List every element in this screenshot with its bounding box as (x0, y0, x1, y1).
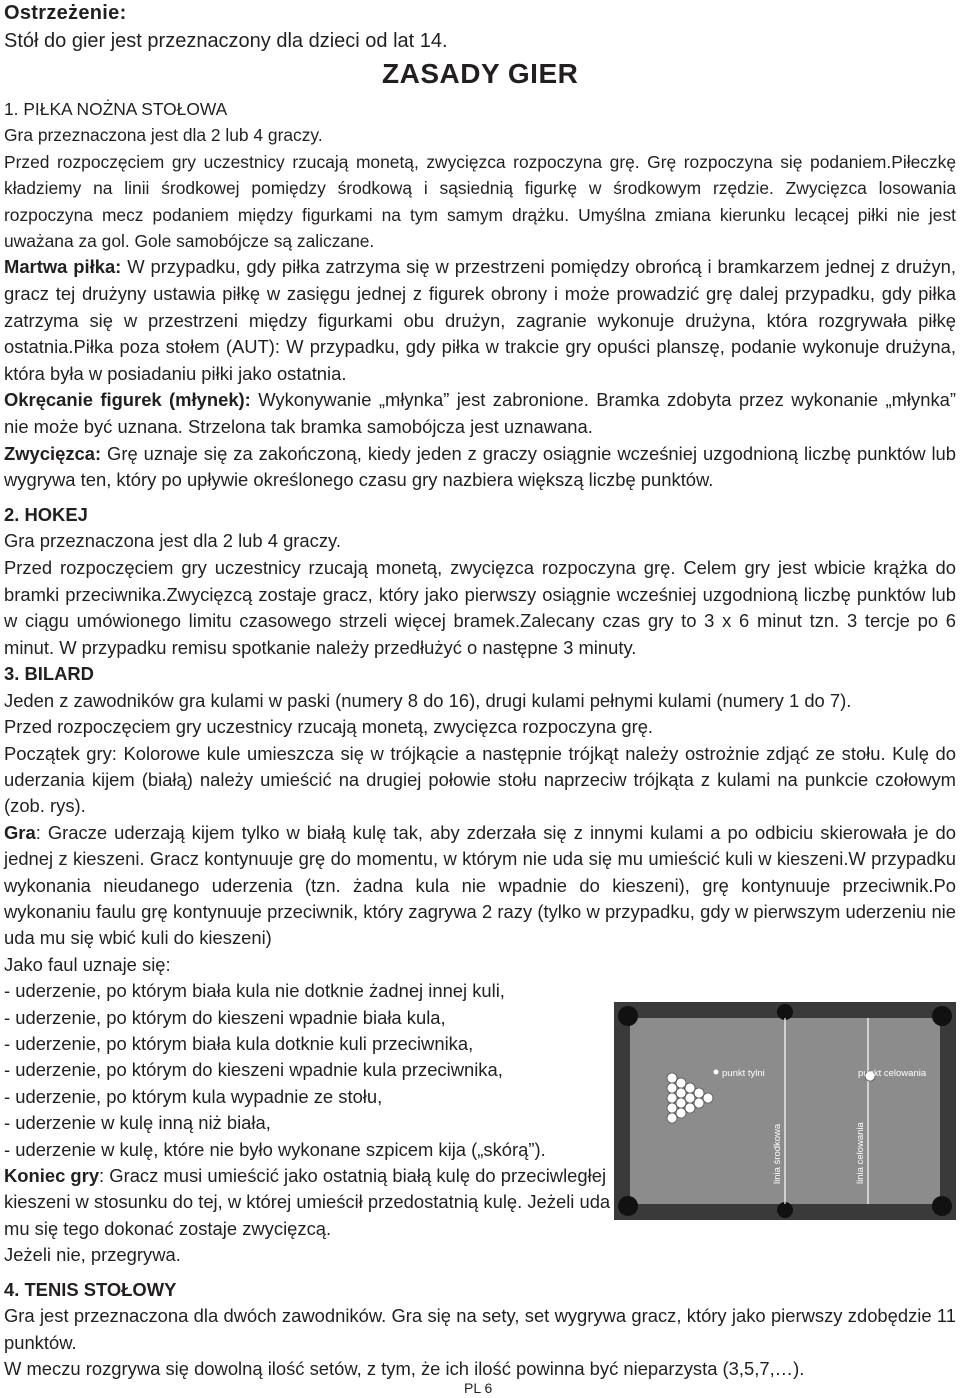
page-title: ZASADY GIER (382, 58, 579, 89)
paragraph: Gra przeznaczona jest dla 2 lub 4 graczy. (4, 530, 341, 552)
spin-label: Okręcanie figurek (młynek): (4, 389, 251, 411)
page-number: PL 6 (464, 1380, 493, 1396)
list-item: - uderzenie, po którym biała kula dotknie kuli przeciwnika, (4, 1033, 474, 1055)
paragraph: Jeden z zawodników gra kulami w paski (numery 8 do 16), drugi kulami pełnymi kulami (numery 1 do 7). (4, 689, 852, 711)
list-item: - uderzenie w kulę, które nie było wykonane szpicem kija („skórą”). (4, 1138, 546, 1160)
center-line-label: linia środkowa (772, 1123, 783, 1184)
section-heading: 1. PIŁKA NOŻNA STOŁOWA (4, 99, 228, 119)
foul-intro: Jako faul uznaje się: (4, 953, 171, 975)
section-foosball-rules (4, 254, 956, 661)
list-item: - uderzenie, po którym do kieszeni wpadnie biała kula, (4, 1006, 446, 1028)
list-item: - uderzenie, po którym biała kula nie dotknie żadnej innej kuli, (4, 980, 505, 1002)
back-point-label: punkt tylni (722, 1068, 765, 1079)
billiard-table-diagram (612, 1000, 958, 1222)
paragraph: Przed rozpoczęciem gry uczestnicy rzucają monetą, zwycięzca rozpoczyna grę. Celem gry jest wbicie krążka do bramki przeciwnika.Zwycięzcą zostaje gracz, który jako pierwszy osiągnie wcześniej uzgodnioną liczbę punktów lub w ciągu umówionego limitu czasowego strzeli więcej bramek.Zalecany czas gry to 3 x 6 minut tzn. 3 tercje po 6 minut. W przypadku remisu spotkanie należy przedłużyć o następne 3 minuty. (4, 556, 956, 658)
list-item: - uderzenie w kulę inną niż biała, (4, 1112, 271, 1134)
section-foosball (4, 96, 956, 254)
paragraph: Gra: Gracze uderzają kijem tylko w białą kulę tak, aby zderzała się z innymi kulami a po odbiciu skierowała je do jednej z kieszeni. Gracz kontynuuje grę do momentu, w którym nie uda się mu umieścić kuli w kieszeni.W przypadku wykonania nieudanego uderzenia (tzn. żadna kula nie wpadnie do kieszeni), grę kontynuuje przeciwnik.Po wykonaniu faulu grę kontynuuje przeciwnik, który zagrywa 2 razy (tylko w przypadku, gdy w pierwszym uderzeniu nie uda mu się wbić kuli do kieszeni) (4, 821, 956, 949)
foul-list (4, 978, 616, 1268)
warning-title: Ostrzeżenie: (4, 2, 127, 24)
list-item: - uderzenie, po którym kula wypadnie ze stołu, (4, 1085, 383, 1107)
section-heading: 3. BILARD (4, 663, 94, 685)
paragraph: Okręcanie figurek (młynek): Wykonywanie „młynka” jest zabronione. Bramka zdobyta przez wykonanie „młynka” nie może być uznana. Strzelona tak bramka samobójcza jest uznawana. (4, 389, 956, 437)
section-heading: 2. HOKEJ (4, 503, 88, 525)
dead-ball-label: Martwa piłka: (4, 256, 122, 278)
paragraph: W meczu rozgrywa się dowolną ilość setów, z tym, że ich ilość powinna być nieparzysta (3,5,7,…). (4, 1357, 805, 1379)
play-label: Gra (4, 821, 36, 843)
paragraph: Jeżeli nie, przegrywa. (4, 1244, 181, 1266)
back-point-marker (714, 1070, 719, 1075)
paragraph: Przed rozpoczęciem gry uczestnicy rzucają monetą, zwycięzca rozpoczyna grę. (4, 716, 654, 738)
list-item: - uderzenie, po którym do kieszeni wpadnie kula przeciwnika, (4, 1059, 503, 1081)
paragraph: Martwa piłka: W przypadku, gdy piłka zatrzyma się w przestrzeni pomiędzy obrońcą i bramkarzem jednej z drużyn, gracz tej drużyny ustawia piłkę w zasięgu jednej z figurek obrony i może prowadzić grę dalej przypadku, gdy piłka zatrzyma się w przestrzeni między figurkami obu drużyn, zagranie wykonuje drużyna, która rozgrywała piłkę ostatnia.Piłka poza stołem (AUT): W przypadku, gdy piłka w trakcie gry opuści planszę, podanie wykonuje drużyna, która była w posiadaniu piłki jako ostatnia. (4, 256, 956, 384)
aim-point-label: punkt celowania (858, 1068, 927, 1079)
paragraph: Gra jest przeznaczona dla dwóch zawodników. Gra się na sety, set wygrywa gracz, który jako pierwszy zdobędzie 11 punktów. (4, 1305, 956, 1353)
paragraph: Początek gry: Kolorowe kule umieszcza się w trójkącie a następnie trójkąt należy ostrożnie zdjąć ze stołu. Kulę do uderzania kijem (białą) należy umieścić na drugiej połowie stołu naprzeciw trójkąta z kulami na punkcie czołowym (zob. rys). (4, 742, 956, 817)
paragraph: Przed rozpoczęciem gry uczestnicy rzucają monetą, zwycięzca rozpoczyna grę. Grę rozpoczyna się podaniem.Piłeczkę kładziemy na linii środkowej pomiędzy środkową i sąsiednią figurkę w środkowym rzędzie. Zwycięzca losowania rozpoczyna mecz podaniem między figurkami na tym samym drążku. Umyślna zmiana kierunku lecącej piłki nie jest uważana za gol. Gole samobójcze są zaliczane. (4, 151, 956, 252)
warning-text: Stół do gier jest przeznaczony dla dzieci od lat 14. (4, 30, 448, 52)
paragraph: Gra przeznaczona jest dla 2 lub 4 graczy. (4, 125, 323, 146)
paragraph: Zwycięzca: Grę uznaje się za zakończoną, kiedy jeden z graczy osiągnie wcześniej uzgodnioną liczbę punktów lub wygrywa ten, który po upływie określonego czasu gry nazbiera większą liczbę punktów. (4, 442, 956, 491)
paragraph: Koniec gry: Gracz musi umieścić jako ostatnią białą kulę do przeciwległej kieszeni w stosunku do tej, w której umieścił przedostatnią kulę. Jeżeli uda mu się tego dokonać zostaje zwycięzcą. (4, 1165, 611, 1239)
end-game-label: Koniec gry (4, 1165, 100, 1187)
winner-label: Zwycięzca: (4, 442, 102, 464)
aim-line-label: linia celowania (855, 1122, 866, 1184)
section-heading: 4. TENIS STOŁOWY (4, 1278, 177, 1300)
